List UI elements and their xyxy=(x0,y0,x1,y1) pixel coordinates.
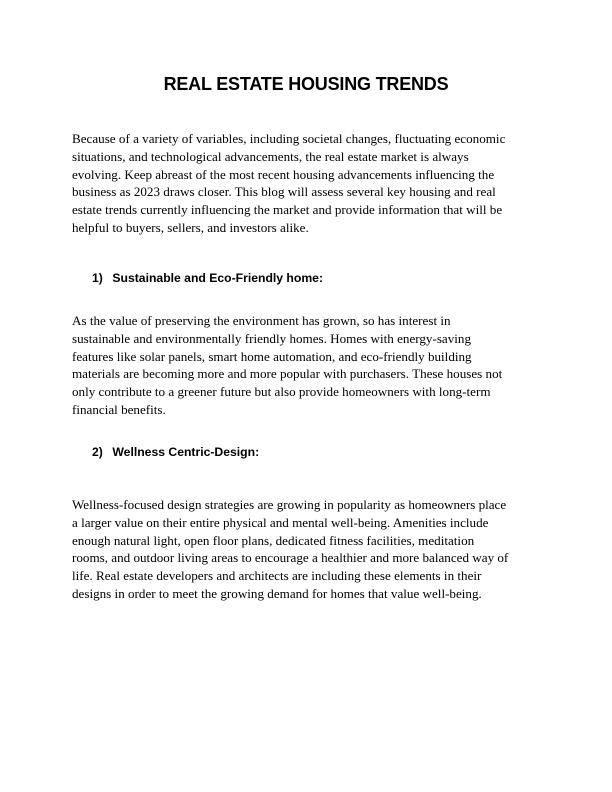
heading-text: Wellness Centric-Design: xyxy=(112,445,260,459)
intro-paragraph xyxy=(72,130,552,237)
text-line: designs in order to meet the growing demand for homes that value well-being. xyxy=(72,585,482,601)
text-line: helpful to buyers, sellers, and investors alike. xyxy=(72,219,309,235)
list-number: 2) xyxy=(92,445,103,459)
text-line: situations, and technological advancements, the real estate market is always xyxy=(72,148,469,164)
document-title: REAL ESTATE HOUSING TRENDS xyxy=(163,74,449,94)
text-line: Because of a variety of variables, including societal changes, fluctuating economic xyxy=(72,131,506,146)
list-number: 1) xyxy=(92,271,103,285)
text-line: Wellness-focused design strategies are growing in popularity as homeowners place xyxy=(72,497,507,512)
text-line: materials are becoming more and more popular with purchasers. These houses not xyxy=(72,366,503,382)
text-line: evolving. Keep abreast of the most recent housing advancements influencing the xyxy=(72,166,495,182)
text-line: only contribute to a greener future but also provide homeowners with long-term xyxy=(72,384,491,400)
text-line: As the value of preserving the environment has grown, so has interest in xyxy=(72,313,451,328)
text-line: enough natural light, open floor plans, dedicated fitness facilities, meditation xyxy=(72,532,475,548)
text-line: estate trends currently influencing the market and provide information that will be xyxy=(72,202,503,218)
text-line: rooms, and outdoor living areas to encourage a healthier and more balanced way of xyxy=(72,550,509,566)
text-line: a larger value on their entire physical and mental well-being. Amenities include xyxy=(72,514,489,530)
text-line: life. Real estate developers and architects are including these elements in their xyxy=(72,568,482,584)
text-line: financial benefits. xyxy=(72,401,166,417)
text-line: business as 2023 draws closer. This blog will assess several key housing and real xyxy=(72,184,496,200)
section-paragraph-sustainable xyxy=(72,312,552,419)
section-heading-sustainable xyxy=(92,271,323,285)
section-paragraph-wellness xyxy=(72,496,552,603)
text-line: features like solar panels, smart home automation, and eco-friendly building xyxy=(72,348,472,364)
heading-text: Sustainable and Eco-Friendly home: xyxy=(112,271,323,285)
text-line: sustainable and environmentally friendly homes. Homes with energy-saving xyxy=(72,330,472,346)
section-heading-wellness xyxy=(92,445,259,459)
